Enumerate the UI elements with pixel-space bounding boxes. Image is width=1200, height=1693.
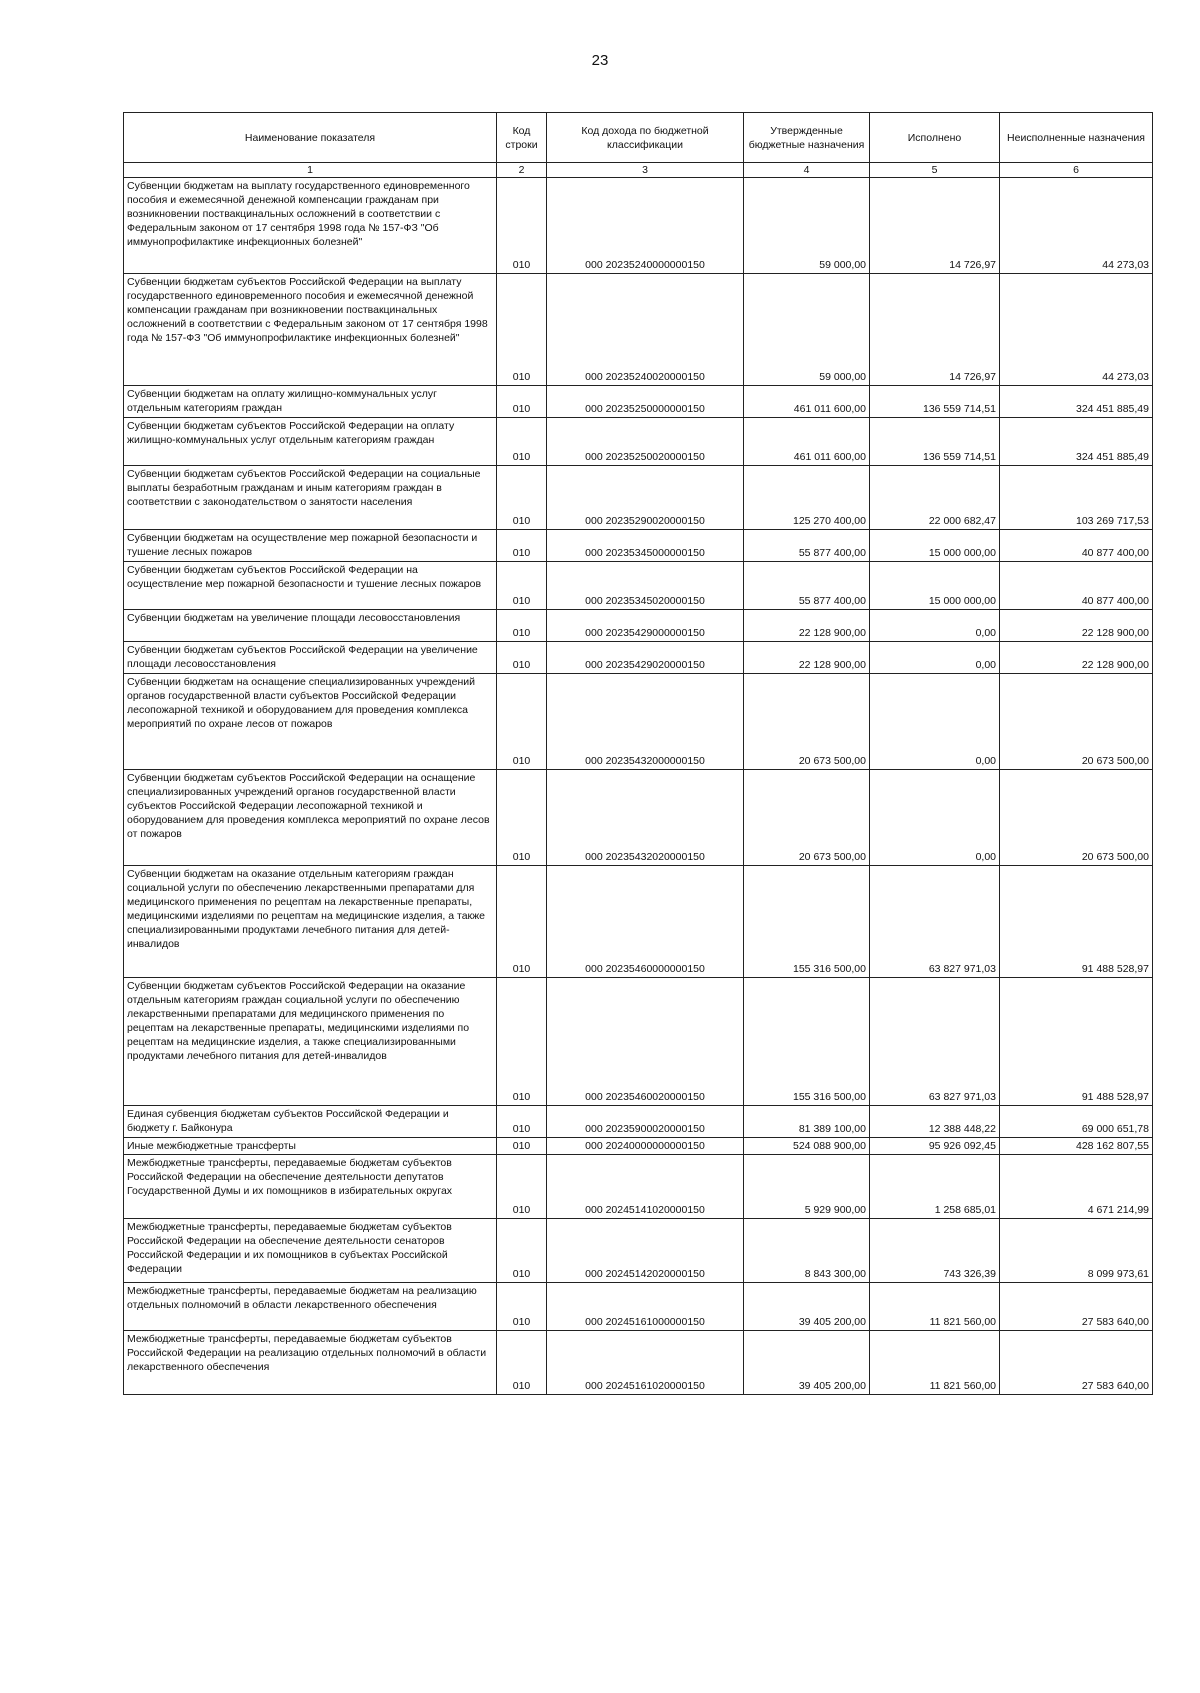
budget-report-table [123, 112, 1153, 1395]
executed-amount-cell: 0,00 [870, 770, 1000, 866]
approved-amount-cell: 55 877 400,00 [744, 562, 870, 610]
indicator-name-cell: Иные межбюджетные трансферты [124, 1138, 497, 1155]
unexecuted-amount-cell: 324 451 885,49 [1000, 386, 1153, 418]
column-number: 4 [744, 163, 870, 178]
income-code-cell: 000 20235250020000150 [547, 418, 744, 466]
unexecuted-amount-cell: 91 488 528,97 [1000, 978, 1153, 1106]
approved-amount-cell: 81 389 100,00 [744, 1106, 870, 1138]
unexecuted-amount-cell: 428 162 807,55 [1000, 1138, 1153, 1155]
executed-amount-cell: 11 821 560,00 [870, 1331, 1000, 1395]
approved-amount-cell: 20 673 500,00 [744, 674, 870, 770]
approved-amount-cell: 55 877 400,00 [744, 530, 870, 562]
column-number: 5 [870, 163, 1000, 178]
table-header-row [124, 113, 1153, 163]
table-row [124, 1331, 1153, 1395]
line-code-cell: 010 [497, 1138, 547, 1155]
table-row [124, 642, 1153, 674]
income-code-cell: 000 20235432000000150 [547, 674, 744, 770]
table-row [124, 1106, 1153, 1138]
line-code-cell: 010 [497, 1331, 547, 1395]
income-code-cell: 000 20235345020000150 [547, 562, 744, 610]
column-number: 6 [1000, 163, 1153, 178]
indicator-name-cell: Межбюджетные трансферты, передаваемые бюджетам субъектов Российской Федерации на обеспечение деятельности сенаторов Российской Федерации и их помощников в субъектах Российской Федерации [124, 1219, 497, 1283]
table-row [124, 978, 1153, 1106]
executed-amount-cell: 0,00 [870, 642, 1000, 674]
executed-amount-cell: 136 559 714,51 [870, 418, 1000, 466]
income-code-cell: 000 20245161020000150 [547, 1331, 744, 1395]
line-code-cell: 010 [497, 1106, 547, 1138]
income-code-cell: 000 20240000000000150 [547, 1138, 744, 1155]
column-number: 3 [547, 163, 744, 178]
line-code-cell: 010 [497, 610, 547, 642]
indicator-name-cell: Субвенции бюджетам субъектов Российской Федерации на осуществление мер пожарной безопасности и тушение лесных пожаров [124, 562, 497, 610]
line-code-cell: 010 [497, 530, 547, 562]
approved-amount-cell: 125 270 400,00 [744, 466, 870, 530]
table-row [124, 466, 1153, 530]
indicator-name-cell: Субвенции бюджетам субъектов Российской Федерации на оказание отдельным категориям граждан социальной услуги по обеспечению лекарственными препаратами для медицинского применения по рецептам на лекарственные препараты, медицинскими изделиями по рецептам на медицинские изделия, а также специализированными продуктами лечебного питания для детей-инвалидов [124, 978, 497, 1106]
table-row [124, 530, 1153, 562]
unexecuted-amount-cell: 40 877 400,00 [1000, 562, 1153, 610]
unexecuted-amount-cell: 27 583 640,00 [1000, 1283, 1153, 1331]
line-code-cell: 010 [497, 386, 547, 418]
table-row [124, 418, 1153, 466]
header-line-code: Код строки [497, 113, 547, 163]
indicator-name-cell: Субвенции бюджетам на оплату жилищно-коммунальных услуг отдельным категориям граждан [124, 386, 497, 418]
line-code-cell: 010 [497, 466, 547, 530]
approved-amount-cell: 461 011 600,00 [744, 386, 870, 418]
line-code-cell: 010 [497, 674, 547, 770]
table-row [124, 866, 1153, 978]
indicator-name-cell: Субвенции бюджетам на оснащение специализированных учреждений органов государственной власти субъектов Российской Федерации лесопожарной техникой и оборудованием для проведения комплекса мероприятий по охране лесов от пожаров [124, 674, 497, 770]
header-executed: Исполнено [870, 113, 1000, 163]
table-row [124, 1219, 1153, 1283]
approved-amount-cell: 20 673 500,00 [744, 770, 870, 866]
column-number: 1 [124, 163, 497, 178]
table-row [124, 1138, 1153, 1155]
indicator-name-cell: Субвенции бюджетам на осуществление мер пожарной безопасности и тушение лесных пожаров [124, 530, 497, 562]
header-approved: Утвержденные бюджетные назначения [744, 113, 870, 163]
unexecuted-amount-cell: 4 671 214,99 [1000, 1155, 1153, 1219]
approved-amount-cell: 461 011 600,00 [744, 418, 870, 466]
executed-amount-cell: 22 000 682,47 [870, 466, 1000, 530]
executed-amount-cell: 0,00 [870, 674, 1000, 770]
unexecuted-amount-cell: 44 273,03 [1000, 274, 1153, 386]
executed-amount-cell: 11 821 560,00 [870, 1283, 1000, 1331]
income-code-cell: 000 20235432020000150 [547, 770, 744, 866]
executed-amount-cell: 15 000 000,00 [870, 530, 1000, 562]
line-code-cell: 010 [497, 642, 547, 674]
income-code-cell: 000 20235460000000150 [547, 866, 744, 978]
header-income-code: Код дохода по бюджетной классификации [547, 113, 744, 163]
unexecuted-amount-cell: 69 000 651,78 [1000, 1106, 1153, 1138]
unexecuted-amount-cell: 27 583 640,00 [1000, 1331, 1153, 1395]
approved-amount-cell: 155 316 500,00 [744, 866, 870, 978]
income-code-cell: 000 20235345000000150 [547, 530, 744, 562]
approved-amount-cell: 59 000,00 [744, 178, 870, 274]
income-code-cell: 000 20235290020000150 [547, 466, 744, 530]
executed-amount-cell: 0,00 [870, 610, 1000, 642]
line-code-cell: 010 [497, 978, 547, 1106]
executed-amount-cell: 63 827 971,03 [870, 866, 1000, 978]
indicator-name-cell: Межбюджетные трансферты, передаваемые бюджетам субъектов Российской Федерации на обеспечение деятельности депутатов Государственной Думы и их помощников в избирательных округах [124, 1155, 497, 1219]
indicator-name-cell: Субвенции бюджетам субъектов Российской Федерации на оснащение специализированных учреждений органов государственной власти субъектов Российской Федерации лесопожарной техникой и оборудованием для проведения комплекса мероприятий по охране лесов от пожаров [124, 770, 497, 866]
table-row [124, 1155, 1153, 1219]
unexecuted-amount-cell: 20 673 500,00 [1000, 674, 1153, 770]
indicator-name-cell: Субвенции бюджетам субъектов Российской Федерации на социальные выплаты безработным гражданам и иным категориям граждан в соответствии с законодательством о занятости населения [124, 466, 497, 530]
unexecuted-amount-cell: 40 877 400,00 [1000, 530, 1153, 562]
income-code-cell: 000 20235460020000150 [547, 978, 744, 1106]
executed-amount-cell: 63 827 971,03 [870, 978, 1000, 1106]
page-number: 23 [591, 52, 609, 69]
income-code-cell: 000 20245161000000150 [547, 1283, 744, 1331]
income-code-cell: 000 20235900020000150 [547, 1106, 744, 1138]
header-indicator-name: Наименование показателя [124, 113, 497, 163]
line-code-cell: 010 [497, 562, 547, 610]
indicator-name-cell: Субвенции бюджетам на выплату государственного единовременного пособия и ежемесячной денежной компенсации гражданам при возникновении поствакцинальных осложнений в соответствии с Федеральным законом от 17 сентября 1998 года № 157-ФЗ "Об иммунопрофилактике инфекционных болезней" [124, 178, 497, 274]
indicator-name-cell: Межбюджетные трансферты, передаваемые бюджетам на реализацию отдельных полномочий в области лекарственного обеспечения [124, 1283, 497, 1331]
income-code-cell: 000 20235429020000150 [547, 642, 744, 674]
approved-amount-cell: 39 405 200,00 [744, 1283, 870, 1331]
line-code-cell: 010 [497, 866, 547, 978]
table-row [124, 386, 1153, 418]
income-code-cell: 000 20235240020000150 [547, 274, 744, 386]
executed-amount-cell: 12 388 448,22 [870, 1106, 1000, 1138]
unexecuted-amount-cell: 8 099 973,61 [1000, 1219, 1153, 1283]
income-code-cell: 000 20235240000000150 [547, 178, 744, 274]
table-row [124, 1283, 1153, 1331]
approved-amount-cell: 22 128 900,00 [744, 642, 870, 674]
header-unexecuted: Неисполненные назначения [1000, 113, 1153, 163]
indicator-name-cell: Единая субвенция бюджетам субъектов Российской Федерации и бюджету г. Байконура [124, 1106, 497, 1138]
table-row [124, 610, 1153, 642]
table-row [124, 562, 1153, 610]
line-code-cell: 010 [497, 178, 547, 274]
executed-amount-cell: 136 559 714,51 [870, 386, 1000, 418]
approved-amount-cell: 524 088 900,00 [744, 1138, 870, 1155]
unexecuted-amount-cell: 324 451 885,49 [1000, 418, 1153, 466]
column-number-row [124, 163, 1153, 178]
executed-amount-cell: 15 000 000,00 [870, 562, 1000, 610]
unexecuted-amount-cell: 22 128 900,00 [1000, 642, 1153, 674]
executed-amount-cell: 743 326,39 [870, 1219, 1000, 1283]
executed-amount-cell: 14 726,97 [870, 178, 1000, 274]
indicator-name-cell: Субвенции бюджетам субъектов Российской Федерации на выплату государственного единовременного пособия и ежемесячной денежной компенсации гражданам при возникновении поствакцинальных осложнений в соответствии с Федеральным законом от 17 сентября 1998 года № 157-ФЗ "Об иммунопрофилактике инфекционных болезней" [124, 274, 497, 386]
indicator-name-cell: Субвенции бюджетам субъектов Российской Федерации на увеличение площади лесовосстановления [124, 642, 497, 674]
approved-amount-cell: 39 405 200,00 [744, 1331, 870, 1395]
line-code-cell: 010 [497, 418, 547, 466]
line-code-cell: 010 [497, 1283, 547, 1331]
table-row [124, 274, 1153, 386]
unexecuted-amount-cell: 22 128 900,00 [1000, 610, 1153, 642]
approved-amount-cell: 22 128 900,00 [744, 610, 870, 642]
income-code-cell: 000 20235250000000150 [547, 386, 744, 418]
approved-amount-cell: 59 000,00 [744, 274, 870, 386]
approved-amount-cell: 155 316 500,00 [744, 978, 870, 1106]
income-code-cell: 000 20245142020000150 [547, 1219, 744, 1283]
approved-amount-cell: 8 843 300,00 [744, 1219, 870, 1283]
line-code-cell: 010 [497, 1219, 547, 1283]
approved-amount-cell: 5 929 900,00 [744, 1155, 870, 1219]
table-row [124, 178, 1153, 274]
column-number: 2 [497, 163, 547, 178]
table-row [124, 674, 1153, 770]
line-code-cell: 010 [497, 274, 547, 386]
indicator-name-cell: Субвенции бюджетам на увеличение площади лесовосстановления [124, 610, 497, 642]
executed-amount-cell: 14 726,97 [870, 274, 1000, 386]
unexecuted-amount-cell: 20 673 500,00 [1000, 770, 1153, 866]
table-row [124, 770, 1153, 866]
indicator-name-cell: Межбюджетные трансферты, передаваемые бюджетам субъектов Российской Федерации на реализацию отдельных полномочий в области лекарственного обеспечения [124, 1331, 497, 1395]
executed-amount-cell: 1 258 685,01 [870, 1155, 1000, 1219]
unexecuted-amount-cell: 44 273,03 [1000, 178, 1153, 274]
line-code-cell: 010 [497, 1155, 547, 1219]
indicator-name-cell: Субвенции бюджетам субъектов Российской Федерации на оплату жилищно-коммунальных услуг отдельным категориям граждан [124, 418, 497, 466]
executed-amount-cell: 95 926 092,45 [870, 1138, 1000, 1155]
line-code-cell: 010 [497, 770, 547, 866]
income-code-cell: 000 20245141020000150 [547, 1155, 744, 1219]
unexecuted-amount-cell: 103 269 717,53 [1000, 466, 1153, 530]
income-code-cell: 000 20235429000000150 [547, 610, 744, 642]
indicator-name-cell: Субвенции бюджетам на оказание отдельным категориям граждан социальной услуги по обеспечению лекарственными препаратами для медицинского применения по рецептам на лекарственные препараты, медицинскими изделиями по рецептам на медицинские изделия, а также специализированными продуктами лечебного питания для детей-инвалидов [124, 866, 497, 978]
unexecuted-amount-cell: 91 488 528,97 [1000, 866, 1153, 978]
